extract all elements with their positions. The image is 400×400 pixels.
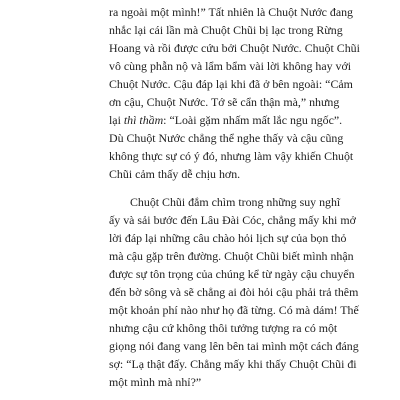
paragraph-1-line-7 — [109, 112, 343, 129]
paragraph-1-line-2: nhắc lại cái lần mà Chuột Chũi bị lạc trong Rừng — [109, 23, 343, 37]
paragraph-2-line-8: nhưng cậu cứ không thôi tưởng tượng ra có một — [109, 321, 338, 335]
paragraph-2-line-5: được sự tôn trọng của chúng kể từ ngày cậu chuyển — [109, 267, 355, 281]
paragraph-2-line-1: Chuột Chũi đắm chìm trong những suy nghĩ — [130, 195, 341, 209]
paragraph-1-line-10: Chũi cảm thấy dễ chịu hơn. — [109, 167, 241, 181]
line-7-italic: thì thầm — [123, 113, 164, 127]
line-7-suffix: : “Loài gặm nhấm mất lắc ngu ngốc”. — [163, 113, 343, 127]
paragraph-2-line-9: giọng nói đang vang lên bên tai mình một cách đáng — [109, 339, 359, 353]
paragraph-2-line-2: ấy và sải bước đến Lâu Đài Cóc, chẳng mấy khi mở — [109, 213, 356, 227]
paragraph-1-line-9: không thực sự có ý đó, nhưng làm vậy khiến Chuột — [109, 149, 354, 163]
paragraph-2-line-10: sợ: “Lạ thật đấy. Chẳng mấy khi thấy Chuột Chũi đi — [109, 357, 357, 371]
paragraph-1-line-1: ra ngoài một mình!” Tất nhiên là Chuột Nước đang — [109, 5, 353, 19]
paragraph-1-line-4: vô cùng phẫn nộ và lẩm bẩm vài lời không hay với — [109, 59, 352, 73]
paragraph-1-line-3: Hoang và rồi được cứu bởi Chuột Nước. Chuột Chũi — [109, 41, 360, 55]
line-7-prefix: lại — [109, 113, 124, 127]
paragraph-2-line-3: lời đáp lại những câu chào hỏi lịch sự của bọn thỏ — [109, 231, 347, 245]
paragraph-2-line-4: mà cậu gặp trên đường. Chuột Chũi biết mình nhận — [109, 249, 354, 263]
paragraph-2-line-11: một mình mà nhỉ?” — [109, 375, 202, 389]
paragraph-1-line-5: Chuột Nước. Cậu đáp lại khi đã ở bên ngoài: “Cảm — [109, 77, 353, 91]
paragraph-1-line-6: ơn cậu, Chuột Nước. Tớ sẽ cẩn thận mà,” nhưng — [109, 95, 340, 109]
paragraph-2-line-7: một khoản phí nào như họ đã từng. Có mà dám! Thế — [109, 303, 359, 317]
paragraph-1-line-8: Dù Chuột Nước chẳng thể nghe thấy và cậu cũng — [109, 131, 344, 145]
paragraph-2-line-6: đến bờ sông và sẽ chẳng ai đòi hỏi cậu phải trả thêm — [109, 285, 359, 299]
